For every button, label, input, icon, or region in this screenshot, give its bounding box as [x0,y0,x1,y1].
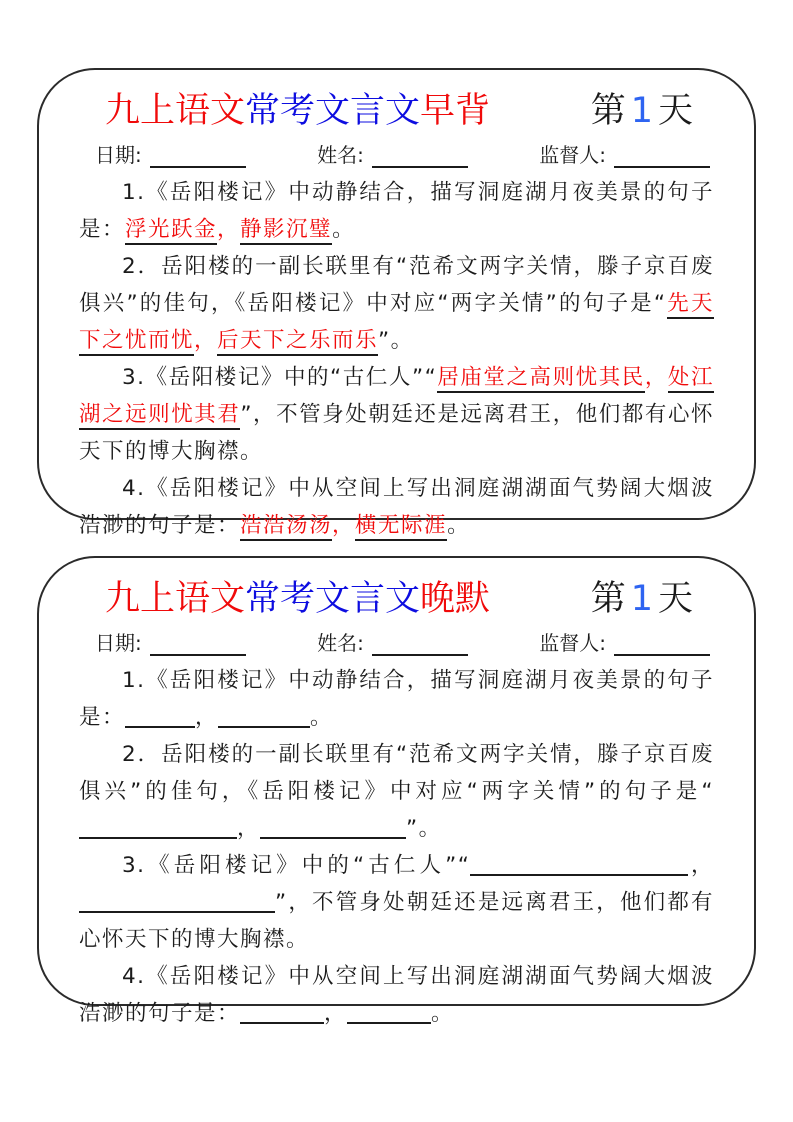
fill-blank [470,851,688,876]
title-part-subject: 九上语文 [105,91,246,131]
question-text: 3.《岳阳楼记》中的“古仁人”“ [122,853,471,878]
day-prefix: 第 [590,91,631,131]
date-label: 日期: [95,631,142,655]
answer-text: 静影沉璧 [240,217,332,245]
title-part-mode: 晚默 [420,579,491,619]
question-list [79,662,714,1032]
title-part-mode: 早背 [420,91,491,131]
question-list [79,174,714,544]
question-text: 2．岳阳楼的一副长联里有“范希文两字关情，滕子京百废俱兴”的佳句，《岳阳楼记》中对应“两字关情”的句子是“ [79,254,714,316]
question [79,847,714,958]
supervisor-blank-line [614,150,710,168]
name-field [317,630,468,656]
date-blank-line [150,638,246,656]
supervisor-label: 监督人: [539,631,606,655]
day-badge [591,578,698,620]
day-badge [591,90,698,132]
title-part-topic: 常考文言文 [245,579,421,619]
answer-punctuation: ， [194,328,218,353]
card-header [79,572,714,620]
answer-text: 横无际涯 [355,513,447,541]
name-label: 姓名: [317,631,364,655]
question [79,359,714,470]
fill-blank [260,814,406,839]
question-text: 2．岳阳楼的一副长联里有“范希文两字关情，滕子京百废俱兴”的佳句，《岳阳楼记》中对应“两字关情”的句子是“ [79,742,714,804]
name-label: 姓名: [317,143,364,167]
name-blank-line [372,150,468,168]
answer-text: 居庙堂之高则忧其民 [437,365,645,393]
fill-blank [240,999,324,1024]
question-text: ， [324,1001,348,1026]
supervisor-blank-line [614,638,710,656]
supervisor-field [539,630,710,656]
question-text: ， [688,853,714,878]
question [79,174,714,248]
answer-punctuation: ， [332,513,356,538]
question-text: 4.《岳阳楼记》中从空间上写出洞庭湖湖面气势阔大烟波浩渺的句子是： [79,476,714,538]
question [79,736,714,847]
question-text: ”。 [378,328,414,353]
answer-punctuation: ， [217,217,241,242]
fill-blank [125,703,195,728]
date-label: 日期: [95,143,142,167]
day-number: 1 [630,91,658,131]
question-text: 4.《岳阳楼记》中从空间上写出洞庭湖湖面气势阔大烟波浩渺的句子是： [79,964,714,1026]
answer-text: 后天下之乐而乐 [217,328,378,356]
answer-text: 先天下之忧而忧 [79,291,714,356]
day-prefix: 第 [590,579,631,619]
question-text: 。 [332,217,356,242]
supervisor-field [539,142,710,168]
day-suffix: 天 [657,579,698,619]
answer-text: 浮光跃金 [125,217,217,245]
info-row [79,630,714,656]
name-field [317,142,468,168]
answer-text: 处江湖之远则忧其君 [79,365,714,430]
question-text: 。 [447,513,471,538]
question-text: ， [195,705,219,730]
fill-blank [79,814,237,839]
title-part-topic: 常考文言文 [245,91,421,131]
day-number: 1 [630,579,658,619]
date-blank-line [150,150,246,168]
question-text: ， [237,816,261,841]
card-header [79,84,714,132]
question-text: ”，不管身处朝廷还是远离君王，他们都有心怀天下的博大胸襟。 [79,402,714,464]
day-suffix: 天 [657,91,698,131]
fill-blank [347,999,431,1024]
question-text: 。 [431,1001,455,1026]
name-blank-line [372,638,468,656]
card-title [105,578,490,620]
question-text: 1.《岳阳楼记》中动静结合，描写洞庭湖月夜美景的句子是： [79,180,714,242]
answer-punctuation: ， [644,365,668,390]
answer-text: 浩浩汤汤 [240,513,332,541]
question [79,662,714,736]
question-text: 1.《岳阳楼记》中动静结合，描写洞庭湖月夜美景的句子是： [79,668,714,730]
info-row [79,142,714,168]
card-morning-recite [37,68,756,538]
card-evening-dictation [37,556,756,1026]
question-text: ”。 [406,816,442,841]
supervisor-label: 监督人: [539,143,606,167]
question [79,470,714,544]
fill-blank [79,888,275,913]
fill-blank [218,703,310,728]
title-part-subject: 九上语文 [105,579,246,619]
question [79,248,714,359]
date-field [95,630,246,656]
question-text: 3.《岳阳楼记》中的“古仁人”“ [122,365,438,390]
question-text: 。 [310,705,334,730]
card-title [105,90,490,132]
question-text: ”，不管身处朝廷还是远离君王，他们都有心怀天下的博大胸襟。 [79,890,714,952]
question [79,958,714,1032]
date-field [95,142,246,168]
